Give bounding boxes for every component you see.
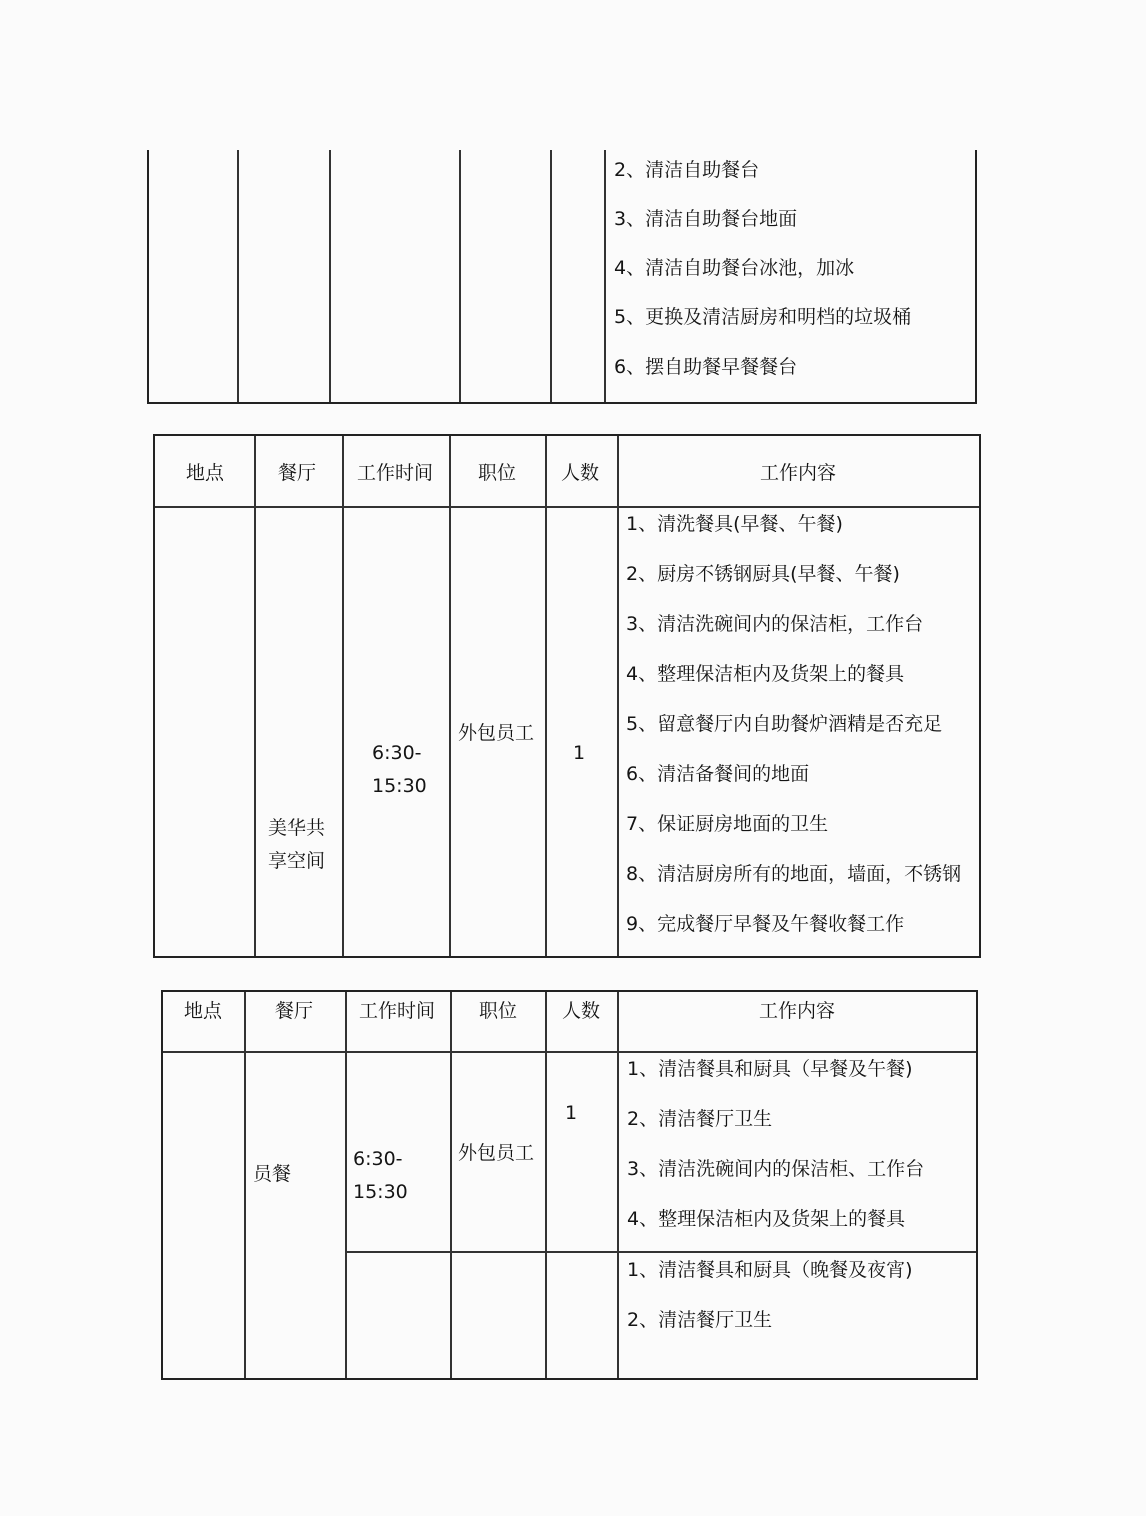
headcount-value: 1 [573,742,586,764]
task-item: 1、清洗餐具(早餐、午餐) [626,513,843,535]
header-divider [163,1051,976,1053]
restaurant-name: 员餐 [253,1163,292,1185]
header-content: 工作内容 [759,462,837,484]
table-3 [161,990,978,1380]
task-item: 2、清洁自助餐台 [614,159,760,181]
task-item: 4、整理保洁柜内及货架上的餐具 [627,1208,906,1230]
work-hours: 15:30 [353,1181,408,1203]
header-location: 地点 [183,1000,223,1022]
task-item: 5、更换及清洁厨房和明档的垃圾桶 [614,306,912,328]
header-position: 职位 [478,1000,518,1022]
task-item: 6、清洁备餐间的地面 [626,763,810,785]
column-divider [449,436,451,956]
header-restaurant: 餐厅 [277,462,317,484]
task-item: 2、清洁餐厅卫生 [627,1309,773,1331]
task-item: 3、清洁洗碗间内的保洁柜、工作台 [627,1158,925,1180]
task-item: 9、完成餐厅早餐及午餐收餐工作 [626,913,905,935]
task-item: 7、保证厨房地面的卫生 [626,813,829,835]
task-item: 4、整理保洁柜内及货架上的餐具 [626,663,905,685]
task-item: 6、摆自助餐早餐餐台 [614,356,798,378]
column-divider [244,992,246,1378]
position-value: 外包员工 [458,722,535,744]
shift-divider [345,1251,976,1253]
column-divider [604,150,606,402]
column-divider [254,436,256,956]
header-count: 人数 [560,462,600,484]
headcount-value: 1 [565,1102,578,1124]
header-divider [155,506,979,508]
task-item: 3、清洁自助餐台地面 [614,208,798,230]
seal-stamp-fragment [1059,1039,1108,1221]
header-restaurant: 餐厅 [274,1000,314,1022]
column-divider [545,436,547,956]
column-divider [545,992,547,1378]
header-hours: 工作时间 [358,1000,436,1022]
task-item: 1、清洁餐具和厨具（早餐及午餐) [627,1058,913,1080]
task-item: 3、清洁洗碗间内的保洁柜，工作台 [626,613,924,635]
column-divider [342,436,344,956]
column-divider [550,150,552,402]
column-divider [345,992,347,1378]
column-divider [617,992,619,1378]
column-divider [329,150,331,402]
task-item: 8、清洁厨房所有的地面，墙面，不锈钢 [626,863,962,885]
task-item: 2、清洁餐厅卫生 [627,1108,773,1130]
restaurant-name: 享空间 [268,850,326,872]
header-count: 人数 [561,1000,601,1022]
work-hours: 6:30- [353,1148,403,1170]
header-hours: 工作时间 [356,462,434,484]
work-hours: 15:30 [372,775,427,797]
task-item: 4、清洁自助餐台冰池，加冰 [614,257,855,279]
column-divider [450,992,452,1378]
header-content: 工作内容 [758,1000,836,1022]
header-position: 职位 [477,462,517,484]
work-hours: 6:30- [372,742,422,764]
task-item: 5、留意餐厅内自助餐炉酒精是否充足 [626,713,943,735]
restaurant-name: 美华共 [268,817,326,839]
column-divider [459,150,461,402]
column-divider [617,436,619,956]
position-value: 外包员工 [458,1142,535,1164]
column-divider [237,150,239,402]
header-location: 地点 [185,462,225,484]
task-item: 2、厨房不锈钢厨具(早餐、午餐) [626,563,900,585]
task-item: 1、清洁餐具和厨具（晚餐及夜宵) [627,1259,913,1281]
